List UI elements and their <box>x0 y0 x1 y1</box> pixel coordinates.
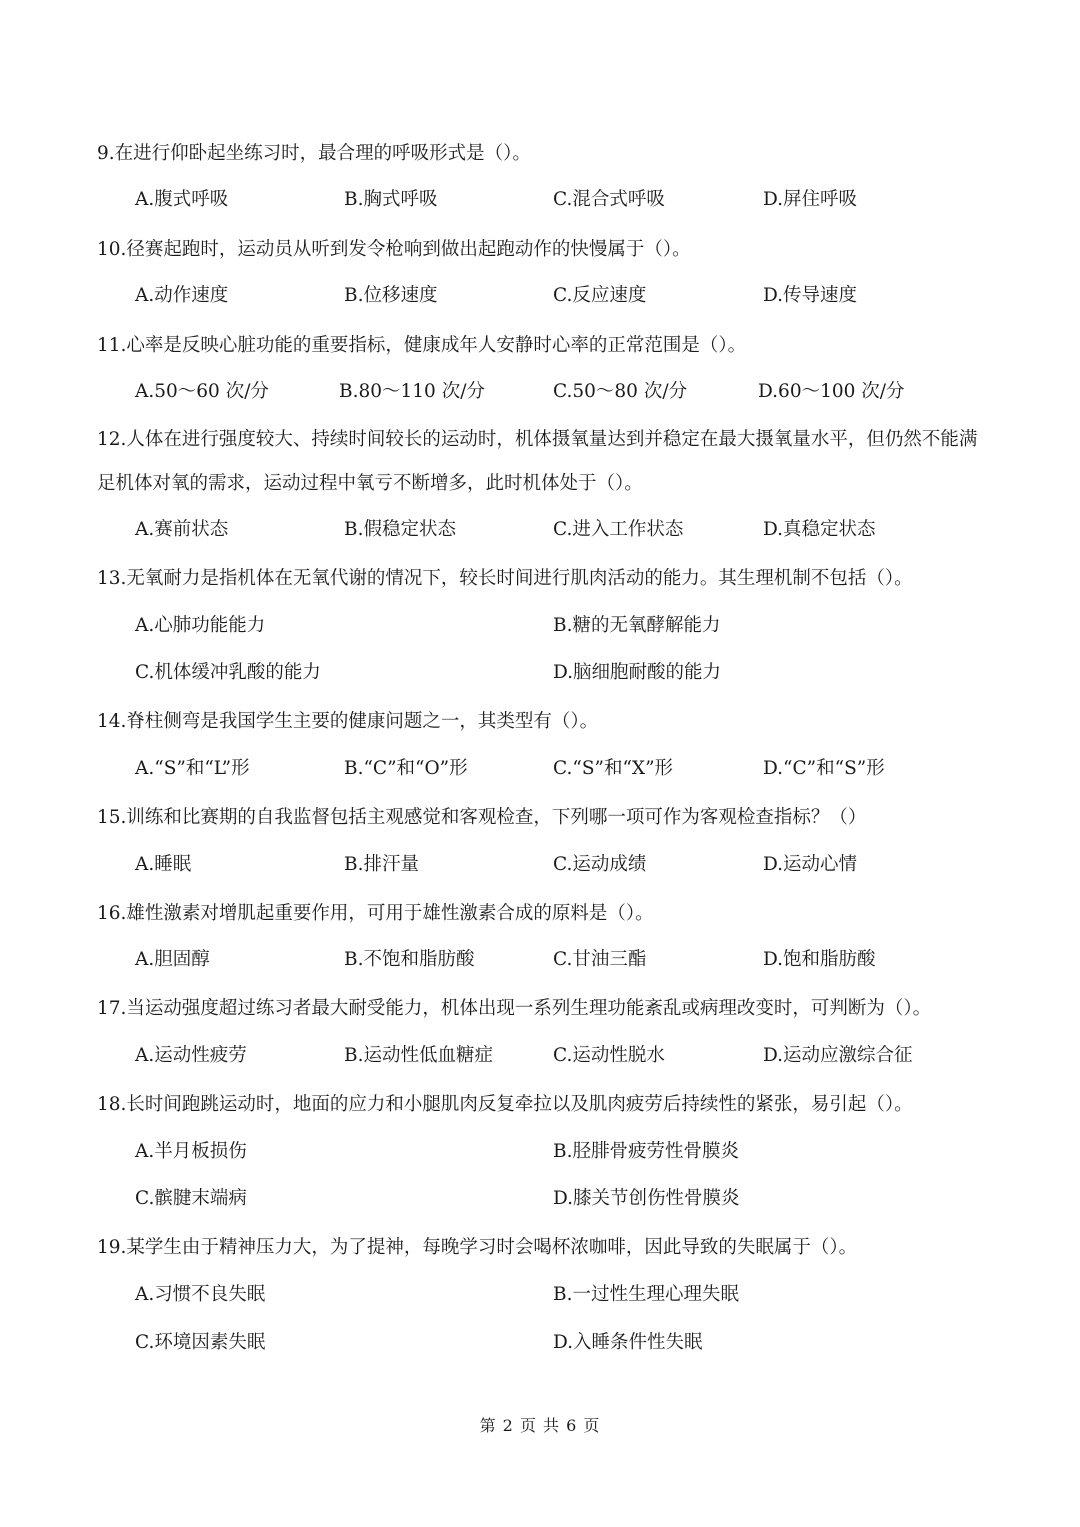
question-9-option-a: A.腹式呼吸 <box>135 189 229 210</box>
question-11-option-c: C.50～80 次/分 <box>553 381 688 402</box>
question-14-stem: 14.脊柱侧弯是我国学生主要的健康问题之一，其类型有（）。 <box>97 711 599 732</box>
question-15-option-c: C.运动成绩 <box>553 854 647 875</box>
question-13-option-b: B.糖的无氧酵解能力 <box>553 615 721 636</box>
question-18-option-b: B.胫腓骨疲劳性骨膜炎 <box>553 1141 739 1162</box>
question-10-option-c: C.反应速度 <box>553 285 647 306</box>
question-9-option-c: C.混合式呼吸 <box>553 189 665 210</box>
question-15-option-a: A.睡眠 <box>135 854 192 875</box>
question-11-stem: 11.心率是反映心脏功能的重要指标，健康成年人安静时心率的正常范围是（）。 <box>97 335 747 356</box>
question-15-option-d: D.运动心情 <box>763 854 858 875</box>
question-18-option-c: C.髌腱末端病 <box>135 1188 247 1209</box>
question-9-option-d: D.屏住呼吸 <box>763 189 858 210</box>
question-19-option-d: D.入睡条件性失眠 <box>553 1332 703 1353</box>
question-19-stem: 19.某学生由于精神压力大，为了提神，每晚学习时会喝杯浓咖啡，因此导致的失眠属于（）。 <box>97 1237 858 1258</box>
question-12-option-d: D.真稳定状态 <box>763 519 876 540</box>
question-10-stem: 10.径赛起跑时，运动员从听到发令枪响到做出起跑动作的快慢属于（）。 <box>97 239 691 260</box>
question-16-option-c: C.甘油三酯 <box>553 949 647 970</box>
question-10-option-b: B.位移速度 <box>344 285 438 306</box>
question-14-option-b: B.“C”和“O”形 <box>344 758 468 779</box>
question-15-stem: 15.训练和比赛期的自我监督包括主观感觉和客观检查，下列哪一项可作为客观检查指标？（） <box>97 807 867 828</box>
question-9-stem: 9.在进行仰卧起坐练习时，最合理的呼吸形式是（）。 <box>97 143 531 164</box>
question-9-option-b: B.胸式呼吸 <box>344 189 438 210</box>
question-17-option-a: A.运动性疲劳 <box>135 1045 247 1066</box>
question-10-option-d: D.传导速度 <box>763 285 858 306</box>
question-18-option-a: A.半月板损伤 <box>135 1141 247 1162</box>
question-16-option-a: A.胆固醇 <box>135 949 210 970</box>
question-12-option-b: B.假稳定状态 <box>344 519 456 540</box>
question-14-option-d: D.“C”和“S”形 <box>763 758 885 779</box>
question-17-option-c: C.运动性脱水 <box>553 1045 665 1066</box>
question-12-option-a: A.赛前状态 <box>135 519 229 540</box>
question-16-option-d: D.饱和脂肪酸 <box>763 949 876 970</box>
question-19-option-c: C.环境因素失眠 <box>135 1332 266 1353</box>
question-18-option-d: D.膝关节创伤性骨膜炎 <box>553 1188 740 1209</box>
question-12-option-c: C.进入工作状态 <box>553 519 684 540</box>
question-16-option-b: B.不饱和脂肪酸 <box>344 949 475 970</box>
question-13-stem: 13.无氧耐力是指机体在无氧代谢的情况下，较长时间进行肌肉活动的能力。其生理机制不包括（）。 <box>97 568 913 589</box>
question-17-option-d: D.运动应激综合征 <box>763 1045 913 1066</box>
question-10-option-a: A.动作速度 <box>135 285 229 306</box>
question-11-option-d: D.60～100 次/分 <box>758 381 905 402</box>
question-14-option-a: A.“S”和“L”形 <box>135 758 250 779</box>
question-15-option-b: B.排汗量 <box>344 854 419 875</box>
question-13-option-a: A.心肺功能能力 <box>135 615 266 636</box>
question-17-stem: 17.当运动强度超过练习者最大耐受能力，机体出现一系列生理功能紊乱或病理改变时，可判断为（）。 <box>97 998 932 1019</box>
question-18-stem: 18.长时间跑跳运动时，地面的应力和小腿肌肉反复牵拉以及肌肉疲劳后持续性的紧张，易引起（）。 <box>97 1094 913 1115</box>
question-19-option-b: B.一过性生理心理失眠 <box>553 1284 739 1305</box>
page-number-footer: 第 2 页 共 6 页 <box>479 1416 601 1435</box>
question-13-option-d: D.脑细胞耐酸的能力 <box>553 662 722 683</box>
question-19-option-a: A.习惯不良失眠 <box>135 1284 266 1305</box>
question-11-option-a: A.50～60 次/分 <box>135 381 269 402</box>
question-13-option-c: C.机体缓冲乳酸的能力 <box>135 662 321 683</box>
question-14-option-c: C.“S”和“X”形 <box>553 758 674 779</box>
question-11-option-b: B.80～110 次/分 <box>339 381 485 402</box>
question-16-stem: 16.雄性激素对增肌起重要作用，可用于雄性激素合成的原料是（）。 <box>97 903 654 924</box>
question-12-stem: 12.人体在进行强度较大、持续时间较长的运动时，机体摄氧量达到并稳定在最大摄氧量水平，但仍然不能满足机体对氧的需求，运动过程中氧亏不断增多，此时机体处于（）。 <box>97 429 978 494</box>
question-17-option-b: B.运动性低血糖症 <box>344 1045 493 1066</box>
